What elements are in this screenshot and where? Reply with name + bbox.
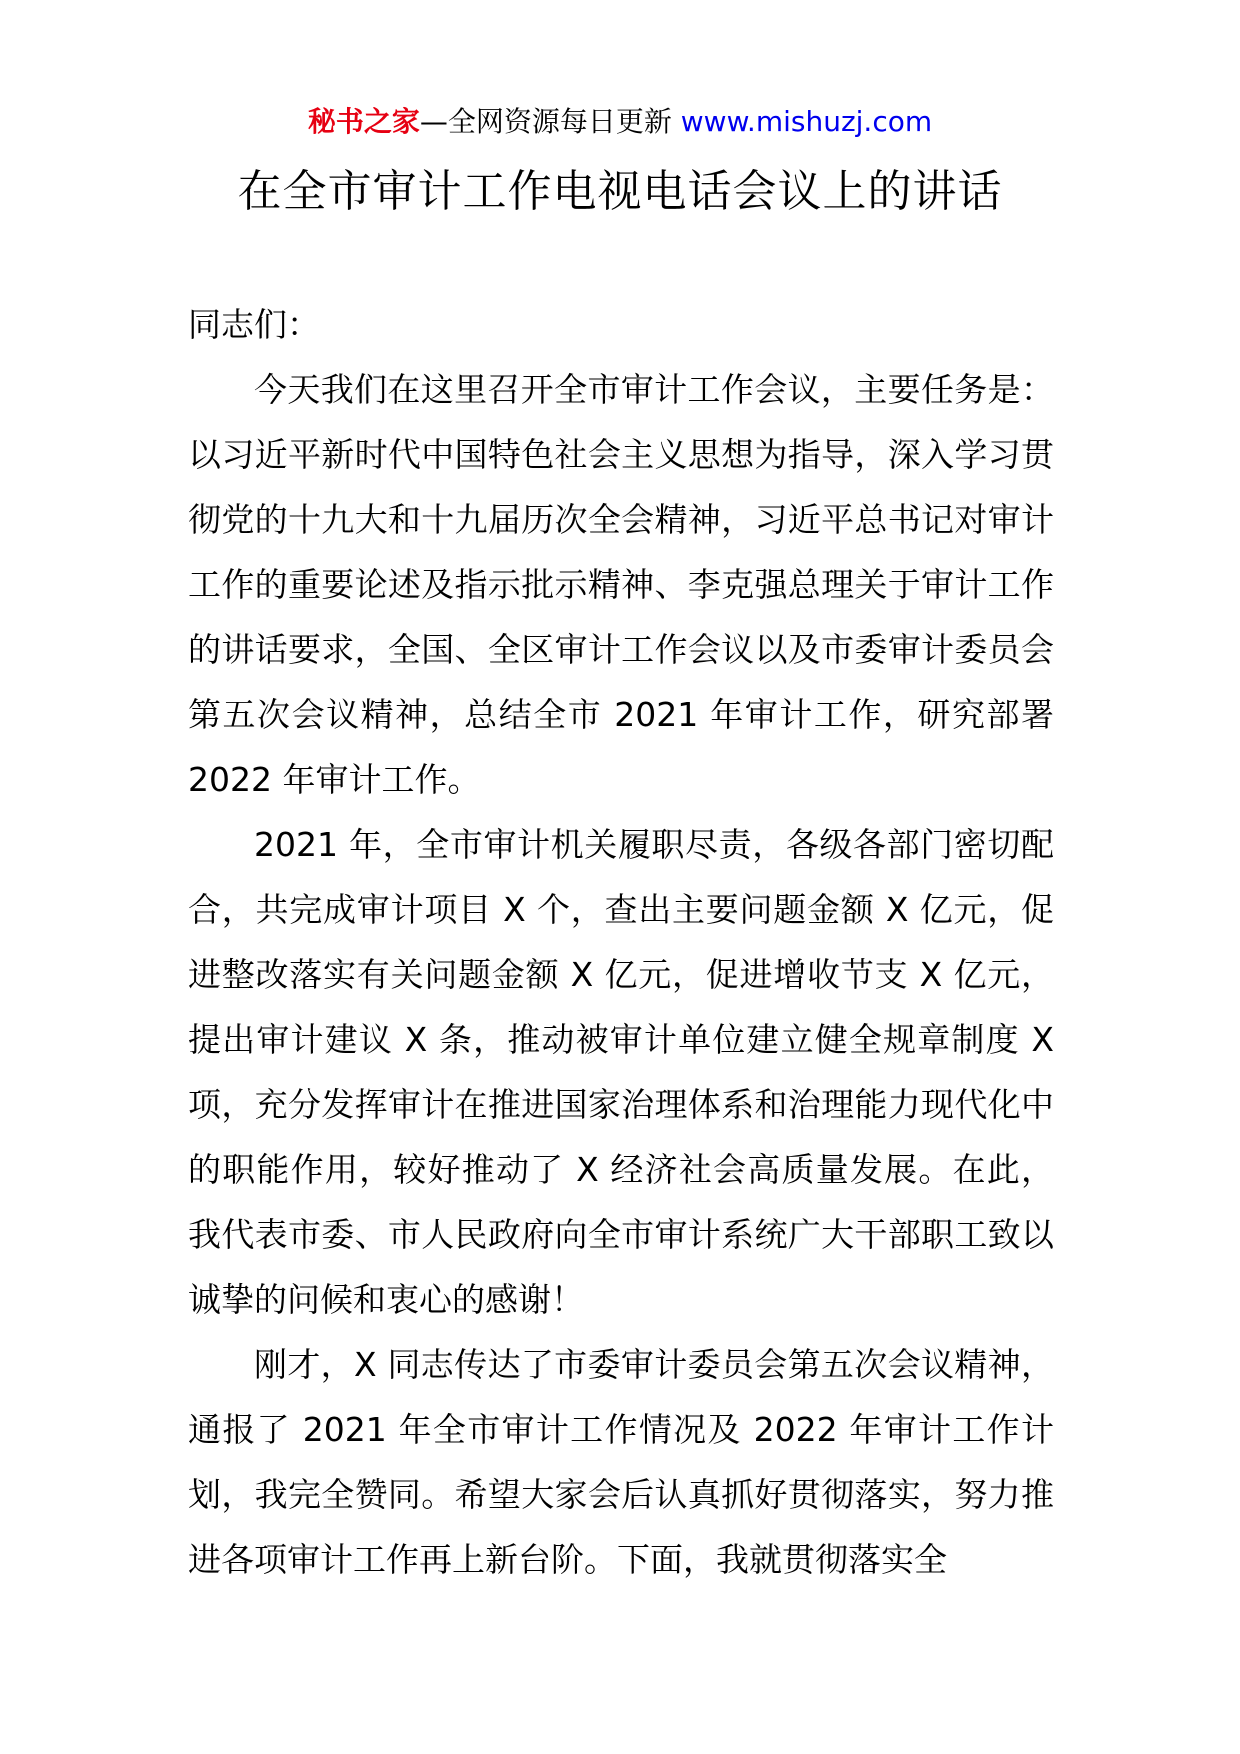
document-title: 在全市审计工作电视电话会议上的讲话	[237, 166, 1003, 217]
site-header	[0, 102, 1240, 142]
paragraph: 2021 年，全市审计机关履职尽责，各级各部门密切配合，共完成审计项目 X 个，查出主要问题金额 X 亿元，促进整改落实有关问题金额 X 亿元，促进增收节支 X 亿元，提出审计建议 X 条，推动被审计单位建立健全规章制度 X 项，充分发挥审计在推进国家治理体系和治理能力现代化中的职能作用，较好推动了 X 经济社会高质量发展。在此，我代表市委、市人民政府向全市审计系统广大干部职工致以诚挚的问候和衷心的感谢！	[188, 825, 1054, 1319]
paragraph: 今天我们在这里召开全市审计工作会议，主要任务是：以习近平新时代中国特色社会主义思想为指导，深入学习贯彻党的十九大和十九届历次全会精神，习近平总书记对审计工作的重要论述及指示批示精神、李克强总理关于审计工作的讲话要求，全国、全区审计工作会议以及市委审计委员会第五次会议精神，总结全市 2021 年审计工作，研究部署 2022 年审计工作。	[188, 370, 1054, 799]
salutation: 同志们：	[188, 305, 320, 344]
header-slogan: —全网资源每日更新	[419, 105, 681, 138]
site-url-link[interactable]: www.mishuzj.com	[680, 105, 933, 138]
document-body	[188, 292, 1054, 1592]
brand-name: 秘书之家	[307, 105, 420, 138]
paragraph: 刚才，X 同志传达了市委审计委员会第五次会议精神，通报了 2021 年全市审计工作情况及 2022 年审计工作计划，我完全赞同。希望大家会后认真抓好贯彻落实，努力推进各项审计工作再上新台阶。下面，我就贯彻落实全	[188, 1345, 1054, 1579]
